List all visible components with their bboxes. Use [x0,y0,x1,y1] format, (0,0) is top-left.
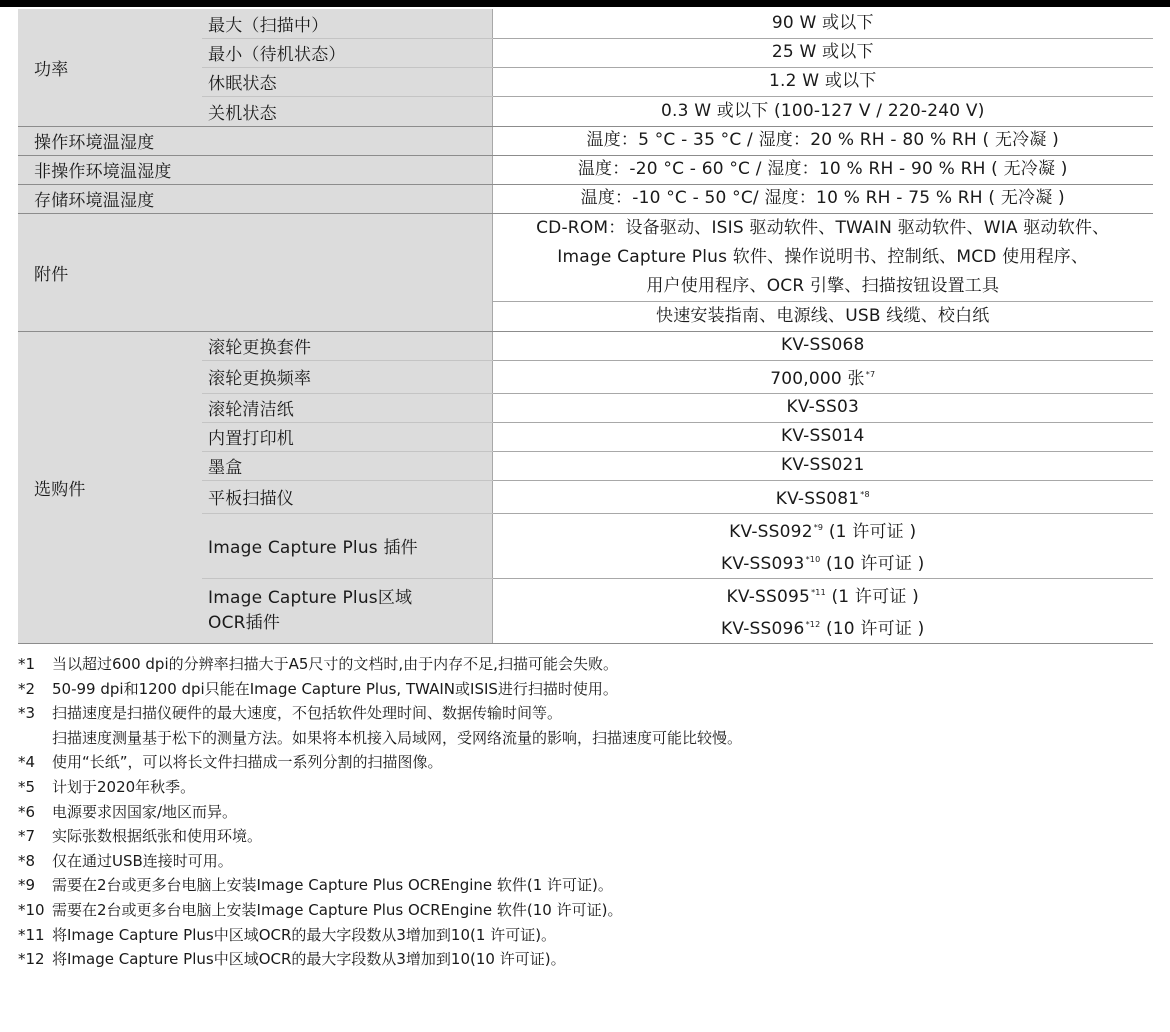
value-line [493,546,1154,578]
spec-table [18,9,1153,644]
value-text: KV-SS093 [721,553,805,574]
row-value: KV-SS068 [492,331,1153,360]
footnote-number: *3 [18,704,36,723]
row-label: 滚轮更换套件 [202,331,492,360]
footnote-number: *10 [18,900,45,919]
table-row [18,126,1153,155]
row-value: KV-SS014 [492,422,1153,451]
footnote-text: 将Image Capture Plus中区域OCR的最大字段数从3增加到10(10 许可证)。 [52,950,566,969]
footnote-text: 实际张数根据纸张和使用环境。 [52,827,263,846]
options-category: 选购件 [18,331,202,643]
env-value: 温度：-20 °C - 60 °C / 湿度：10 % RH - 90 % RH ( 无冷凝 ) [492,155,1153,184]
row-value: 25 W 或以下 [492,38,1153,67]
row-value [492,513,1153,578]
row-label: 滚轮更换频率 [202,360,492,393]
env-label: 非操作环境温湿度 [18,155,492,184]
footnotes [18,652,1148,972]
footnote-text: 需要在2台或更多台电脑上安装Image Capture Plus OCREngine 软件(10 许可证)。 [52,900,623,919]
footnote [18,775,1148,800]
value-line [493,579,1154,611]
label-line: Image Capture Plus区域 [208,587,413,608]
cd-line: Image Capture Plus 软件、操作说明书、控制纸、MCD 使用程序、 [557,246,1089,267]
footnote-text: 将Image Capture Plus中区域OCR的最大字段数从3增加到10(1 许可证)。 [52,925,557,944]
label-line: OCR插件 [208,612,281,633]
footnote-text: 扫描速度是扫描仪硬件的最大速度，不包括软件处理时间、数据传输时间等。 [52,704,563,723]
footnote-number: *4 [18,753,36,772]
footnote-number: *5 [18,777,36,796]
env-value: 温度：-10 °C - 50 °C/ 湿度：10 % RH - 75 % RH ( 无冷凝 ) [492,184,1153,213]
value-line [493,611,1154,643]
row-value [492,360,1153,393]
env-value: 温度：5 °C - 35 °C / 湿度：20 % RH - 80 % RH ( 无冷凝 ) [492,126,1153,155]
license-text: (10 许可证 ) [820,553,925,574]
table-row [18,9,1153,38]
footnote [18,824,1148,849]
env-label: 存储环境温湿度 [18,184,492,213]
footnote [18,726,1148,751]
footnote-text: 计划于2020年秋季。 [52,777,196,796]
footnote-text: 50-99 dpi和1200 dpi只能在Image Capture Plus, TWAIN或ISIS进行扫描时使用。 [52,679,618,698]
footnote-text: 扫描速度测量基于松下的测量方法。如果将本机接入局域网，受网络流量的影响，扫描速度可能比较慢。 [52,728,743,747]
value-text: 700,000 张 [770,368,865,389]
footnote-number: *7 [18,827,36,846]
footnote-number: *1 [18,655,36,673]
row-label: 最小（待机状态） [202,38,492,67]
footnote-number: *11 [18,925,45,944]
footnote-text: 仅在通过USB连接时可用。 [52,851,233,870]
row-label: 最大（扫描中） [202,9,492,38]
license-text: (10 许可证 ) [820,618,925,639]
env-label: 操作环境温湿度 [18,126,492,155]
value-line [493,514,1154,546]
footnote-ref: *10 [805,554,821,564]
footnote-text: 需要在2台或更多台电脑上安装Image Capture Plus OCREngine 软件(1 许可证)。 [52,876,613,895]
footnote-number [18,726,52,751]
footnote-number: *6 [18,802,36,821]
row-label: 关机状态 [202,96,492,126]
footnote-number: *12 [18,950,45,969]
top-border [0,0,1170,7]
table-row [18,184,1153,213]
row-label [202,578,492,643]
row-value [492,480,1153,513]
row-label: 滚轮清洁纸 [202,393,492,422]
table-row [18,155,1153,184]
footnote-ref: *11 [811,587,826,597]
footnote [18,800,1148,825]
license-text: (1 许可证 ) [823,521,917,542]
row-label: 墨盒 [202,451,492,480]
footnote-text: 电源要求因国家/地区而异。 [52,802,238,821]
row-value: 1.2 W 或以下 [492,67,1153,96]
footnote [18,898,1148,923]
value-text: KV-SS092 [729,521,813,542]
cd-line: CD-ROM：设备驱动、ISIS 驱动软件、TWAIN 驱动软件、WIA 驱动软件、 [536,217,1110,238]
footnote-ref: *12 [805,619,821,629]
footnote [18,849,1148,874]
row-value: KV-SS021 [492,451,1153,480]
table-row [18,331,1153,360]
license-text: (1 许可证 ) [825,586,919,607]
footnote [18,677,1148,702]
footnote-ref: *8 [860,489,870,499]
row-label: 内置打印机 [202,422,492,451]
accessories-cd-value [492,213,1153,301]
footnote-number: *8 [18,851,36,870]
row-value: 90 W 或以下 [492,9,1153,38]
footnote-text: 当以超过600 dpi的分辨率扫描大于A5尺寸的文档时,由于内存不足,扫描可能会失败。 [52,655,618,673]
footnote [18,750,1148,775]
row-value [492,578,1153,643]
accessories-other-value: 快速安装指南、电源线、USB 线缆、校白纸 [492,301,1153,331]
footnote-number: *9 [18,876,36,895]
row-label: 平板扫描仪 [202,480,492,513]
row-value: KV-SS03 [492,393,1153,422]
row-label: 休眠状态 [202,67,492,96]
value-text: KV-SS096 [721,618,805,639]
footnote [18,923,1148,948]
value-text: KV-SS081 [775,488,860,509]
footnote-text: 使用“长纸”，可以将长文件扫描成一系列分割的扫描图像。 [52,753,443,772]
cd-line: 用户使用程序、OCR 引擎、扫描按钮设置工具 [646,275,1000,296]
footnote-ref: *9 [813,522,824,532]
footnote [18,701,1148,726]
value-text: KV-SS095 [726,586,811,607]
row-value: 0.3 W 或以下 (100-127 V / 220-240 V) [492,96,1153,126]
footnote-number: *2 [18,679,36,698]
row-label: Image Capture Plus 插件 [202,513,492,578]
table-row [18,213,1153,301]
footnote [18,873,1148,898]
footnote-ref: *7 [865,369,876,379]
footnote [18,652,1148,677]
accessories-category: 附件 [18,213,492,331]
power-category: 功率 [18,9,202,126]
footnote [18,947,1148,972]
